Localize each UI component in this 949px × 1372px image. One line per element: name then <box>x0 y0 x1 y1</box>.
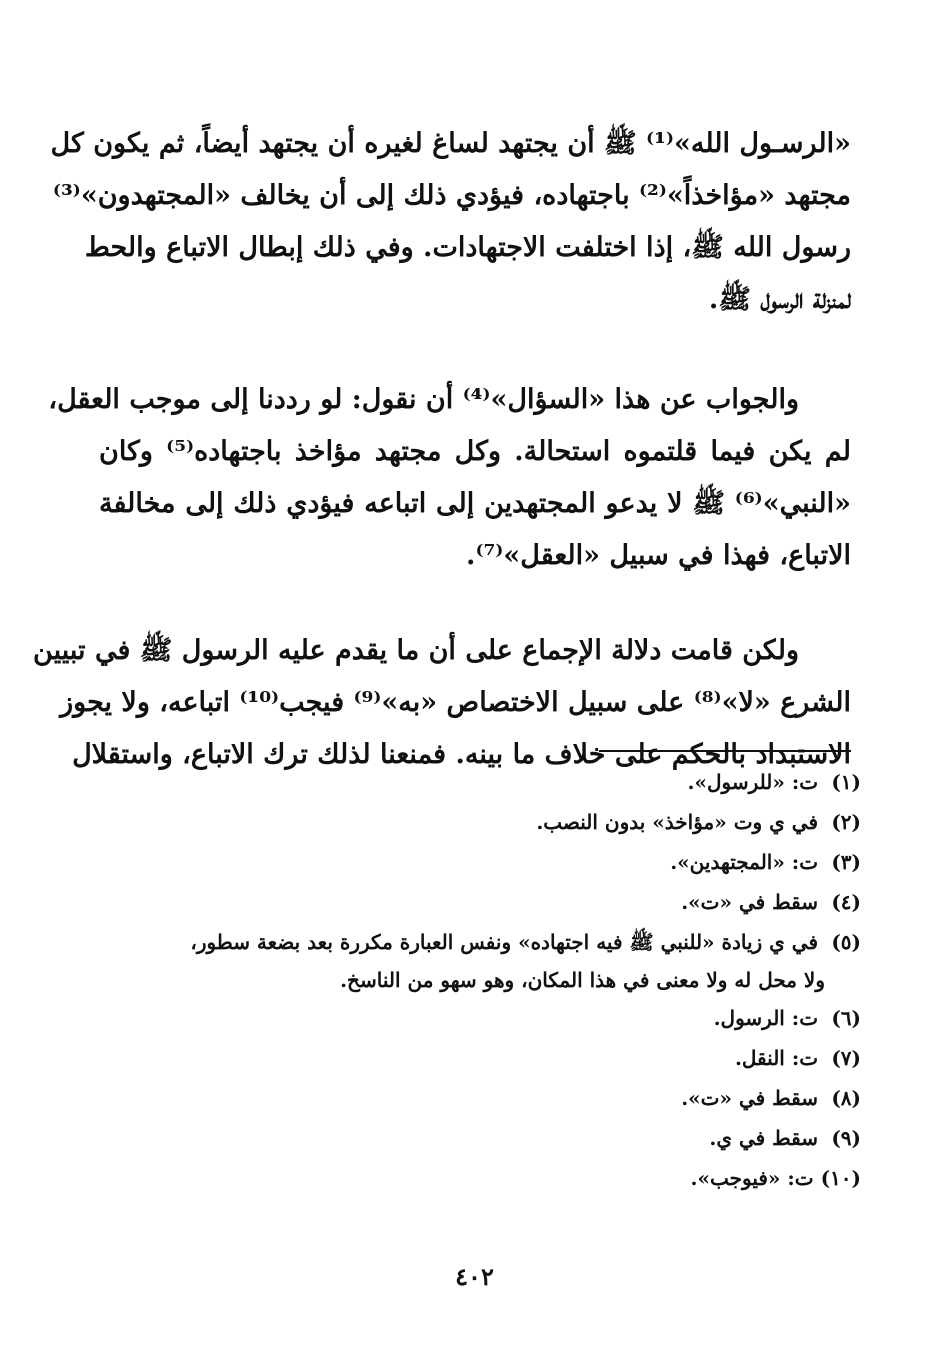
text-line: رسول الله ﷺ، إذا اختلفت الاجتهادات. وفي ذلك إبطال الاتباع والحط <box>84 232 851 263</box>
footnote <box>91 842 861 882</box>
main-text <box>33 118 851 781</box>
footnote <box>91 1158 861 1198</box>
footnote <box>91 1078 861 1118</box>
footnote-text: سقط في «ت». <box>681 890 819 914</box>
footnote-text: في ي وت «مؤاخذ» بدون النصب. <box>536 810 819 834</box>
text-line: الشرع «لا»⁽⁸⁾ على سبيل الاختصاص «به»⁽⁹⁾ فيجب⁽¹⁰⁾ اتباعه، ولا يجوز <box>60 687 851 718</box>
text-line: والجواب عن هذا «السؤال»⁽⁴⁾ أن نقول: لو رددنا إلى موجب العقل، <box>48 384 799 415</box>
footnote-text: ت: الرسول. <box>713 1006 819 1030</box>
text-line: الاتباع، فهذا في سبيل «العقل»⁽⁷⁾. <box>466 540 851 571</box>
footnote-number: (٤) <box>831 890 861 914</box>
footnote-text: سقط في «ت». <box>681 1086 819 1110</box>
footnote <box>91 922 861 998</box>
footnote-number: (١٠) <box>820 1166 861 1190</box>
footnote-text: سقط في ي. <box>709 1126 819 1150</box>
footnote-number: (٨) <box>831 1086 861 1110</box>
footnote <box>91 882 861 922</box>
footnote-number: (١) <box>831 770 861 794</box>
footnote-separator <box>599 750 851 752</box>
text-line: لمنزلة الرسول ﷺ. <box>708 284 851 315</box>
footnote-number: (٣) <box>831 850 861 874</box>
footnote-text-continued: ولا محل له ولا معنى في هذا المكان، وهو سهو من الناسخ. <box>340 968 825 992</box>
page-number: ٤٠٢ <box>455 1262 494 1291</box>
paragraph-3 <box>33 625 851 781</box>
text-line: مجتهد «مؤاخذاً»⁽²⁾ باجتهاده، فيؤدي ذلك إلى أن يخالف «المجتهدون»⁽³⁾ <box>52 180 851 211</box>
footnote-text: في ي زيادة «للنبي ﷺ فيه اجتهاده» ونفس العبارة مكررة بعد بضعة سطور، <box>190 930 819 954</box>
text-line: «النبي»⁽⁶⁾ ﷺ لا يدعو المجتهدين إلى اتباعه فيؤدي ذلك إلى مخالفة <box>99 488 851 519</box>
footnote <box>91 762 861 802</box>
text-line: ولكن قامت دلالة الإجماع على أن ما يقدم عليه الرسول ﷺ في تبيين <box>33 635 799 666</box>
text-line: الاستبداد بالحكم على خلاف ما بينه. فمنعنا لذلك ترك الاتباع، واستقلال <box>72 739 851 770</box>
footnote <box>91 1038 861 1078</box>
paragraph-2 <box>48 374 851 582</box>
footnote-number: (٢) <box>831 810 861 834</box>
footnote-text: ت: «المجتهدين». <box>670 850 819 874</box>
text-line: «الرسـول الله»⁽¹⁾ ﷺ أن يجتهد لساغ لغيره أن يجتهد أيضاً، ثم يكون كل <box>50 128 851 159</box>
footnote-text: ت: «للرسول». <box>687 770 819 794</box>
footnote-number: (٦) <box>831 1006 861 1030</box>
footnote <box>91 802 861 842</box>
footnote-text: ت: «فيوجب». <box>690 1166 814 1190</box>
text-line: لم يكن فيما قلتموه استحالة. وكل مجتهد مؤاخذ باجتهاده⁽⁵⁾ وكان <box>99 436 851 467</box>
footnote-number: (٧) <box>831 1046 861 1070</box>
footnote <box>91 1118 861 1158</box>
footnote-number: (٥) <box>831 930 861 954</box>
footnote-text: ت: النقل. <box>734 1046 819 1070</box>
footnote-number: (٩) <box>831 1126 861 1150</box>
paragraph-1 <box>50 118 851 326</box>
footnote <box>91 998 861 1038</box>
footnotes <box>91 762 861 1198</box>
